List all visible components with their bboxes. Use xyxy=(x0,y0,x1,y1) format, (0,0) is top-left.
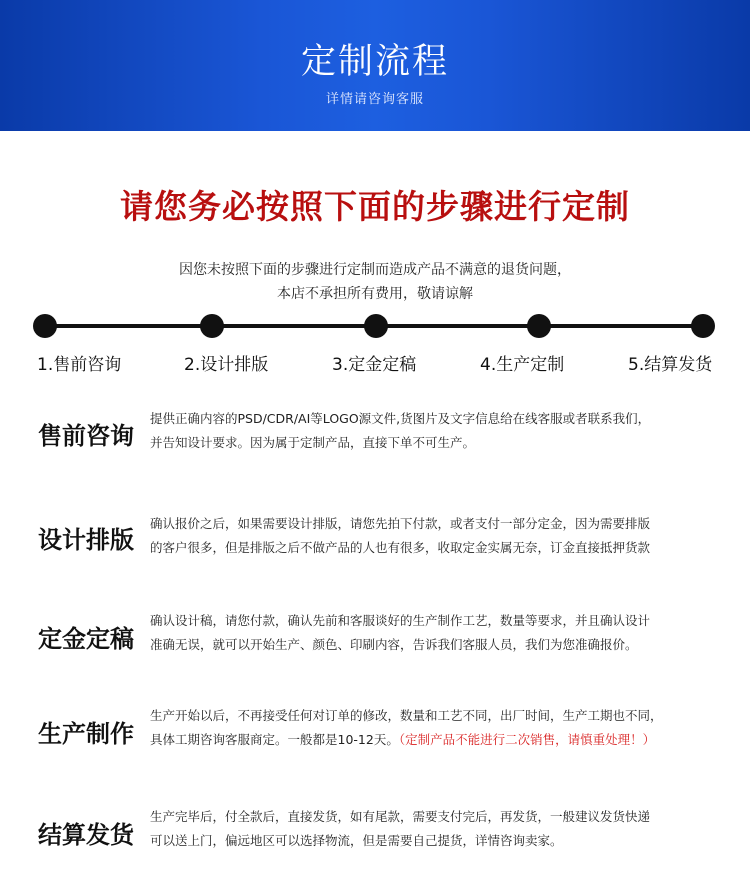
headline: 请您务必按照下面的步骤进行定制 xyxy=(120,187,630,226)
step-label: 5.结算发货 xyxy=(628,355,713,375)
section-line: 确认设计稿，请您付款，确认先前和客服谈好的生产制作工艺，数量等要求，并且确认设计 xyxy=(150,613,651,628)
step-label: 4.生产定制 xyxy=(480,355,565,375)
section-text xyxy=(150,805,730,853)
section-title: 生产制作 xyxy=(38,720,134,748)
section-line: 生产完毕后，付全款后，直接发货，如有尾款，需要支付完后，再发货，一般建议发货快递 xyxy=(150,809,651,824)
banner-title: 定制流程 xyxy=(300,42,449,82)
section-line: 并告知设计要求。因为属于定制产品，直接下单不可生产。 xyxy=(150,435,476,450)
section-title: 结算发货 xyxy=(38,821,134,849)
timeline-dot xyxy=(200,314,224,338)
section-title: 设计排版 xyxy=(38,526,134,554)
timeline-dot xyxy=(364,314,388,338)
section-title: 售前咨询 xyxy=(38,422,134,450)
notice-line-1: 因您未按照下面的步骤进行定制而造成产品不满意的退货问题， xyxy=(179,262,571,278)
step-label: 2.设计排版 xyxy=(184,355,269,375)
section-line: 准确无误，就可以开始生产、颜色、印刷内容，告诉我们客服人员，我们为您准确报价。 xyxy=(150,637,638,652)
warning-text: （定制产品不能进行二次销售，请慎重处理！） xyxy=(398,732,656,747)
section-text xyxy=(150,407,730,455)
step-label: 1.售前咨询 xyxy=(37,355,122,375)
section-line: 的客户很多，但是排版之后不做产品的人也有很多，收取定金实属无奈，订金直接抵押货款 xyxy=(150,540,651,555)
section-text xyxy=(150,609,730,657)
banner-subtitle: 详情请咨询客服 xyxy=(325,92,424,107)
section-text xyxy=(150,704,730,752)
step-label: 3.定金定稿 xyxy=(332,355,417,375)
section-line xyxy=(150,728,730,752)
section-line: 可以送上门，偏远地区可以选择物流，但是需要自己提货，详情咨询卖家。 xyxy=(150,833,563,848)
section-line: 确认报价之后，如果需要设计排版，请您先拍下付款，或者支付一部分定金，因为需要排版 xyxy=(150,516,651,531)
timeline-dot xyxy=(691,314,715,338)
section-line: 提供正确内容的PSD/CDR/AI等LOGO源文件,货图片及文字信息给在线客服或者联系我们， xyxy=(150,411,651,426)
notice-line-2: 本店不承担所有费用，敬请谅解 xyxy=(277,286,473,302)
section-text xyxy=(150,512,730,560)
timeline-dot xyxy=(33,314,57,338)
section-title: 定金定稿 xyxy=(38,625,134,653)
header-banner xyxy=(0,0,750,131)
section-line: 生产开始以后，不再接受任何对订单的修改，数量和工艺不同，出厂时间，生产工期也不同， xyxy=(150,708,663,723)
section-line-text: 具体工期咨询客服商定。一般都是10-12天。 xyxy=(150,732,399,747)
timeline-dot xyxy=(527,314,551,338)
